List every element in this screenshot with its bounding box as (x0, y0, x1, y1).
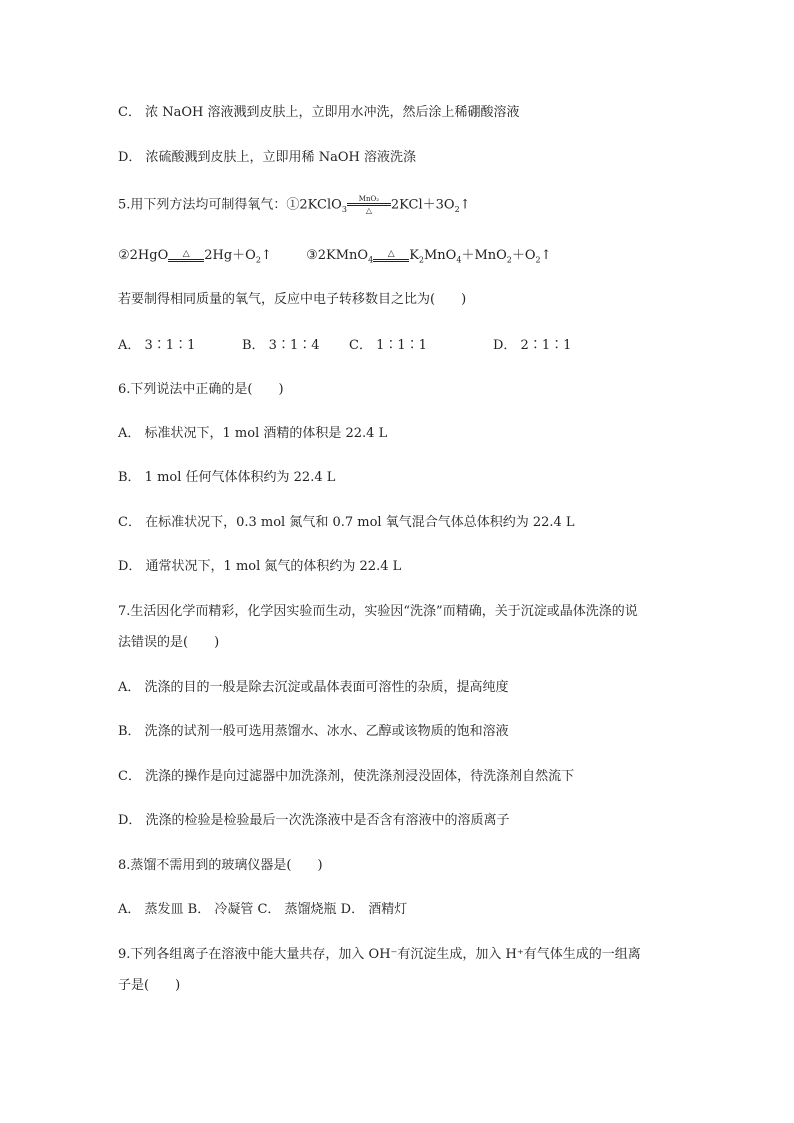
q5-heat2: △ (182, 248, 190, 259)
q5-reactions-2-3: ②2HgO △ $2Hg+O_2↑$ ③2KMnO$_4$ △ $K_2MnO_4+MnO_2+O_2↑$ (118, 248, 552, 265)
q5-question: 若要制得相同质量的氧气，反应中电子转移数目之比为( ) (118, 292, 467, 307)
q5-option-c: C． 1∶1∶1 (349, 338, 427, 353)
q4-option-c: C． 浓 NaOH 溶液溅到皮肤上，立即用水冲洗，然后涂上稀硼酸溶液 (118, 105, 520, 120)
q6-option-d: D． 通常状况下，1 mol 氮气的体积约为 22.4 L (118, 559, 402, 574)
q5-reaction2-reactant: ②2HgO (118, 248, 169, 263)
q5-heat1: △ (365, 206, 372, 215)
q5-reaction2-products: 2Hg＋O (204, 248, 256, 263)
q7-stem-line2: 法错误的是( ) (118, 635, 220, 650)
q9-stem-line2: 子是( ) (118, 978, 181, 993)
q5-option-a: A． 3∶1∶1 (118, 338, 196, 353)
q5-reaction3-product-o2: ＋O (511, 248, 536, 263)
q8-stem: 8.蒸馏不需用到的玻璃仪器是( ) (118, 858, 323, 873)
q5-reaction3-product-mno: MnO (424, 248, 457, 263)
q5-reaction3-reactant: ③2KMnO (306, 248, 369, 263)
q6-option-c: C． 在标准状况下，0.3 mol 氮气和 0.7 mol 氧气混合气体总体积约为 22.4 L (118, 515, 575, 530)
q5-reaction3-product-k: K (409, 248, 419, 263)
q5-reaction2-arrow (168, 250, 204, 262)
q7-option-b: B． 洗涤的试剂一般可选用蒸馏水、冰水、乙醇或该物质的饱和溶液 (118, 724, 509, 739)
q9-stem-line1: 9.下列各组离子在溶液中能大量共存，加入 OH⁻有沉淀生成，加入 H⁺有气体生成的一组离 (118, 947, 641, 962)
q5-reaction3-product-mno2: ＋MnO (461, 248, 507, 263)
q5-reaction3-arrow (373, 250, 409, 262)
q4-option-d: D． 浓硫酸溅到皮肤上，立即用稀 NaOH 溶液洗涤 (118, 150, 416, 165)
q6-option-a: A． 标准状况下，1 mol 酒精的体积是 22.4 L (118, 426, 388, 441)
q5-stem-prefix: 5.用下列方法均可制得氧气：①2KClO (118, 197, 342, 213)
q7-option-a: A． 洗涤的目的一般是除去沉淀或晶体表面可溶性的杂质，提高纯度 (118, 680, 509, 695)
q5-stem: 5.用下列方法均可制得氧气：①2KClO$_3$ MnO₂ △ $2KCl+3O_2↑$ (118, 195, 471, 215)
q5-reaction1-products: 2KCl＋3O (390, 197, 455, 213)
q7-option-d: D． 洗涤的检验是检验最后一次洗涤液中是否含有溶液中的溶质离子 (118, 813, 510, 828)
q7-option-c: C． 洗涤的操作是向过滤器中加洗涤剂，使洗涤剂浸没固体，待洗涤剂自然流下 (118, 769, 575, 784)
q6-option-b: B． 1 mol 任何气体体积约为 22.4 L (118, 470, 336, 485)
q6-stem: 6.下列说法中正确的是( ) (118, 382, 284, 397)
q5-heat3: △ (387, 248, 395, 259)
q5-option-b: B． 3∶1∶4 (242, 338, 320, 353)
q5-catalyst: MnO₂ (358, 195, 380, 203)
q5-reaction1-arrow (347, 195, 391, 215)
q7-stem-line1: 7.生活因化学而精彩，化学因实验而生动，实验因“洗涤”而精确，关于沉淀或晶体洗涤的说 (118, 604, 638, 619)
q5-option-d: D． 2∶1∶1 (493, 338, 572, 353)
q8-options: A． 蒸发皿 B． 冷凝管 C． 蒸馏烧瓶 D． 酒精灯 (118, 902, 408, 917)
